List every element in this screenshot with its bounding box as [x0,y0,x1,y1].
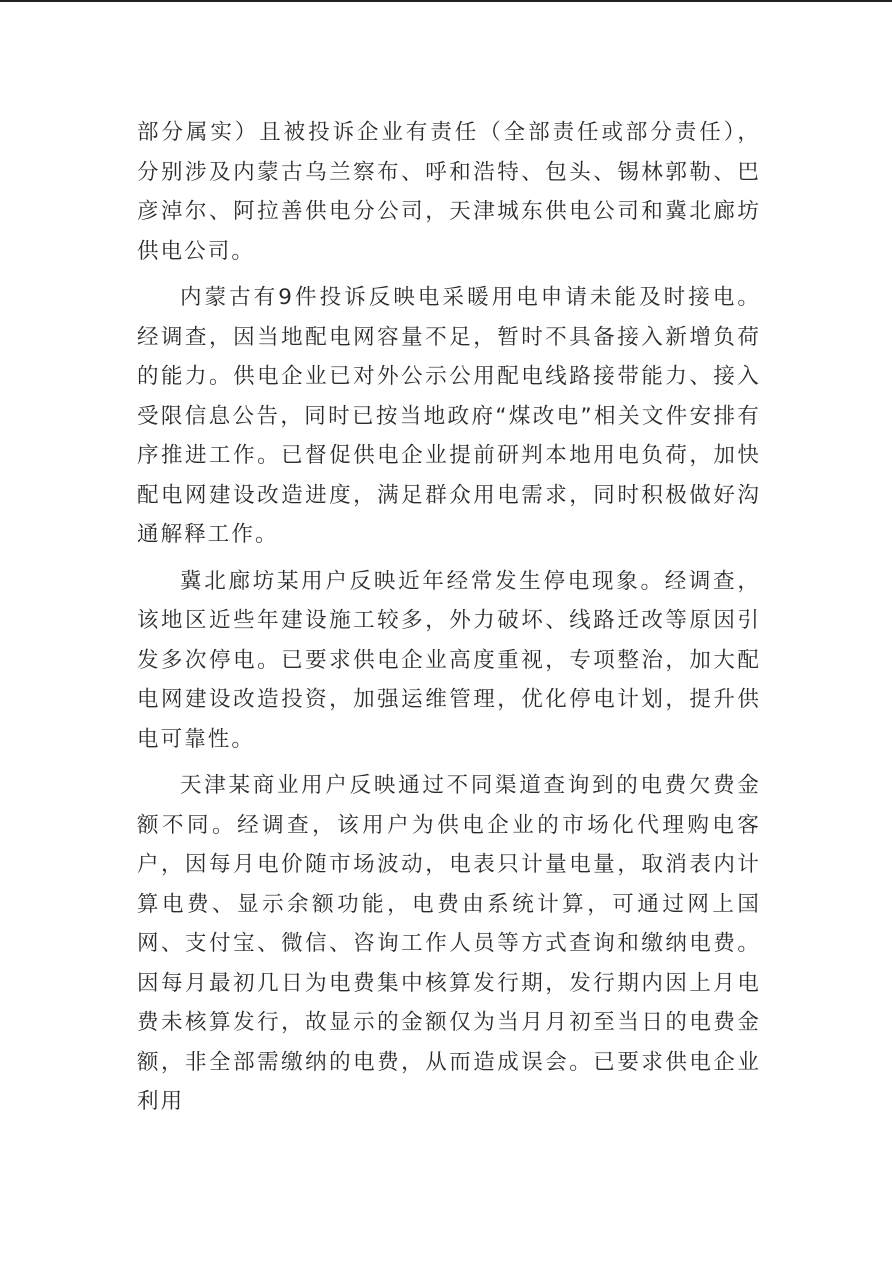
paragraph-tianjin-billing: 天津某商业用户反映通过不同渠道查询到的电费欠费金额不同。经调查，该用户为供电企业的市场化代理购电客户，因每月电价随市场波动，电表只计量电量，取消表内计算电费、显示余额功能，电费由系统计算，可通过网上国网、支付宝、微信、咨询工作人员等方式查询和缴纳电费。因每月最初几日为电费集中核算发行期，发行期内因上月电费未核算发行，故显示的金额仅为当月月初至当日的电费金额，非全部需缴纳的电费，从而造成误会。已要求供电企业利用 [137,773,761,1114]
document-body [137,113,761,1129]
paragraph-inner-mongolia-heating: 内蒙古有9件投诉反映电采暖用电申请未能及时接电。经调查，因当地配电网容量不足，暂时不具备接入新增负荷的能力。供电企业已对外公示公用配电线路接带能力、接入受限信息公告，同时已按当地政府“煤改电”相关文件安排有序推进工作。已督促供电企业提前研判本地用电负荷，加快配电网建设改造进度，满足群众用电需求，同时积极做好沟通解释工作。 [137,285,761,547]
top-border-line [0,0,892,2]
paragraph-continuation: 部分属实）且被投诉企业有责任（全部责任或部分责任），分别涉及内蒙古乌兰察布、呼和浩特、包头、锡林郭勒、巴彦淖尔、阿拉善供电分公司，天津城东供电公司和冀北廊坊供电公司。 [137,120,761,264]
paragraph-langfang-outages: 冀北廊坊某用户反映近年经常发生停电现象。经调查，该地区近些年建设施工较多，外力破坏、线路迁改等原因引发多次停电。已要求供电企业高度重视，专项整治，加大配电网建设改造投资，加强运维管理，优化停电计划，提升供电可靠性。 [137,568,761,752]
